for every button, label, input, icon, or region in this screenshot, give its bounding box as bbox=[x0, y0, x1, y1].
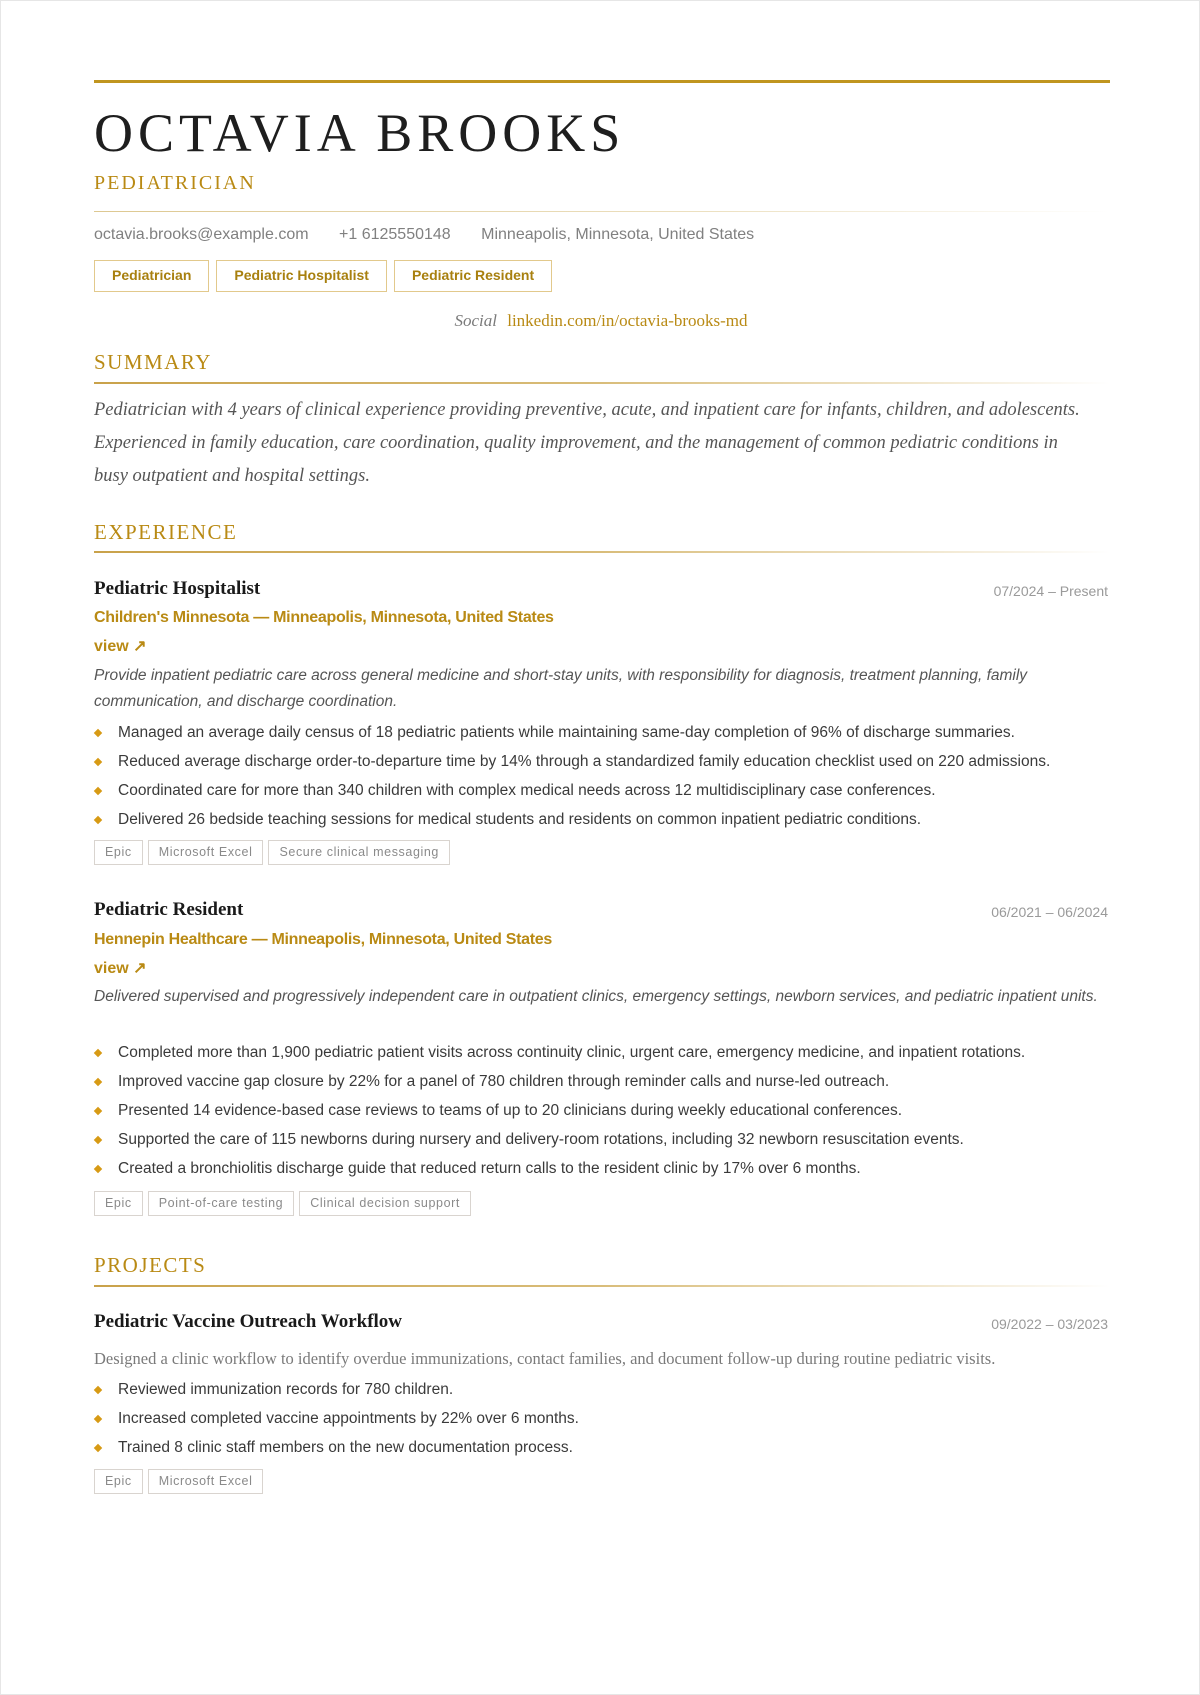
diamond-bullet-icon bbox=[94, 729, 102, 737]
linkedin-link[interactable]: linkedin.com/in/octavia-brooks-md bbox=[507, 311, 748, 330]
header-divider bbox=[94, 211, 1110, 212]
social-label: Social bbox=[454, 311, 497, 330]
experience-heading: EXPERIENCE bbox=[94, 520, 238, 544]
candidate-title: PEDIATRICIAN bbox=[94, 172, 256, 194]
diamond-bullet-icon bbox=[94, 1078, 102, 1086]
view-link[interactable]: view ↗ bbox=[94, 638, 147, 655]
project-bullets bbox=[94, 1375, 1110, 1462]
skill-tag: Microsoft Excel bbox=[148, 840, 264, 865]
skill-tag: Point-of-care testing bbox=[148, 1191, 294, 1216]
project-dates: 09/2022 – 03/2023 bbox=[991, 1316, 1108, 1332]
job-title: Pediatric Resident bbox=[94, 899, 244, 920]
job-organization: Children's Minnesota — Minneapolis, Minnesota, United States bbox=[94, 609, 554, 626]
summary-rule bbox=[94, 382, 1110, 384]
email[interactable]: octavia.brooks@example.com bbox=[94, 226, 309, 243]
diamond-bullet-icon bbox=[94, 1444, 102, 1452]
summary-text: Pediatrician with 4 years of clinical experience providing preventive, acute, and inpatient care for infants, children, and adolescents. Experienced in family education, care coordination, quality improvement, and the management of common pediatric conditions in busy outpatient and hospital settings. bbox=[94, 400, 1080, 486]
skill-tag: Epic bbox=[94, 1191, 143, 1216]
contact-line bbox=[94, 226, 780, 244]
role-chip: Pediatrician bbox=[94, 260, 209, 292]
list-item: Trained 8 clinic staff members on the new documentation process. bbox=[94, 1433, 1110, 1462]
location: Minneapolis, Minnesota, United States bbox=[481, 226, 755, 243]
diamond-bullet-icon bbox=[94, 1107, 102, 1115]
skill-tag: Secure clinical messaging bbox=[268, 840, 450, 865]
list-item: Coordinated care for more than 340 children with complex medical needs across 12 multidisciplinary case conferences. bbox=[94, 776, 1110, 805]
job-bullets bbox=[94, 718, 1110, 834]
list-item: Presented 14 evidence-based case reviews to teams of up to 20 clinicians during weekly educational conferences. bbox=[94, 1096, 1110, 1125]
diamond-bullet-icon bbox=[94, 1165, 102, 1173]
role-chip: Pediatric Hospitalist bbox=[216, 260, 387, 292]
job-bullets bbox=[94, 1038, 1110, 1183]
diamond-bullet-icon bbox=[94, 787, 102, 795]
experience-rule bbox=[94, 551, 1110, 553]
projects-heading: PROJECTS bbox=[94, 1253, 207, 1277]
list-item: Improved vaccine gap closure by 22% for a panel of 780 children through reminder calls and nurse-led outreach. bbox=[94, 1067, 1110, 1096]
diamond-bullet-icon bbox=[94, 1415, 102, 1423]
list-item: Completed more than 1,900 pediatric patient visits across continuity clinic, urgent care, emergency medicine, and inpatient rotations. bbox=[94, 1038, 1110, 1067]
role-chips bbox=[94, 260, 552, 292]
job-dates: 06/2021 – 06/2024 bbox=[991, 904, 1108, 920]
candidate-name: OCTAVIA BROOKS bbox=[94, 103, 626, 163]
list-item: Managed an average daily census of 18 pediatric patients while maintaining same-day completion of 96% of discharge summaries. bbox=[94, 718, 1110, 747]
job-dates: 07/2024 – Present bbox=[993, 583, 1108, 599]
role-chip: Pediatric Resident bbox=[394, 260, 552, 292]
job-description: Provide inpatient pediatric care across general medicine and short-stay units, with responsibility for diagnosis, treatment planning, family communication, and discharge coordination. bbox=[94, 667, 1028, 710]
phone[interactable]: +1 6125550148 bbox=[339, 226, 451, 243]
diamond-bullet-icon bbox=[94, 1136, 102, 1144]
diamond-bullet-icon bbox=[94, 816, 102, 824]
job-description: Delivered supervised and progressively independent care in outpatient clinics, emergency settings, newborn services, and pediatric inpatient units. bbox=[94, 988, 1098, 1005]
list-item: Reduced average discharge order-to-departure time by 14% through a standardized family education checklist used on 220 admissions. bbox=[94, 747, 1110, 776]
top-accent-rule bbox=[94, 80, 1110, 83]
skill-tags bbox=[94, 1191, 471, 1216]
skill-tag: Epic bbox=[94, 840, 143, 865]
skill-tag: Microsoft Excel bbox=[148, 1469, 264, 1494]
skill-tags bbox=[94, 1469, 263, 1494]
projects-rule bbox=[94, 1285, 1110, 1287]
list-item: Increased completed vaccine appointments by 22% over 6 months. bbox=[94, 1404, 1110, 1433]
social-line bbox=[1, 311, 1200, 331]
diamond-bullet-icon bbox=[94, 1049, 102, 1057]
diamond-bullet-icon bbox=[94, 758, 102, 766]
project-title: Pediatric Vaccine Outreach Workflow bbox=[94, 1311, 403, 1332]
list-item: Delivered 26 bedside teaching sessions for medical students and residents on common inpatient pediatric conditions. bbox=[94, 805, 1110, 834]
summary-heading: SUMMARY bbox=[94, 350, 212, 374]
diamond-bullet-icon bbox=[94, 1386, 102, 1394]
job-title: Pediatric Hospitalist bbox=[94, 578, 261, 599]
list-item: Reviewed immunization records for 780 children. bbox=[94, 1375, 1110, 1404]
job-organization: Hennepin Healthcare — Minneapolis, Minnesota, United States bbox=[94, 931, 552, 948]
skill-tag: Epic bbox=[94, 1469, 143, 1494]
skill-tag: Clinical decision support bbox=[299, 1191, 471, 1216]
view-link[interactable]: view ↗ bbox=[94, 960, 147, 977]
list-item: Supported the care of 115 newborns during nursery and delivery-room rotations, including 32 newborn resuscitation events. bbox=[94, 1125, 1110, 1154]
skill-tags bbox=[94, 840, 450, 865]
project-description: Designed a clinic workflow to identify overdue immunizations, contact families, and document follow-up during routine pediatric visits. bbox=[94, 1349, 996, 1368]
list-item: Created a bronchiolitis discharge guide that reduced return calls to the resident clinic by 17% over 6 months. bbox=[94, 1154, 1110, 1183]
